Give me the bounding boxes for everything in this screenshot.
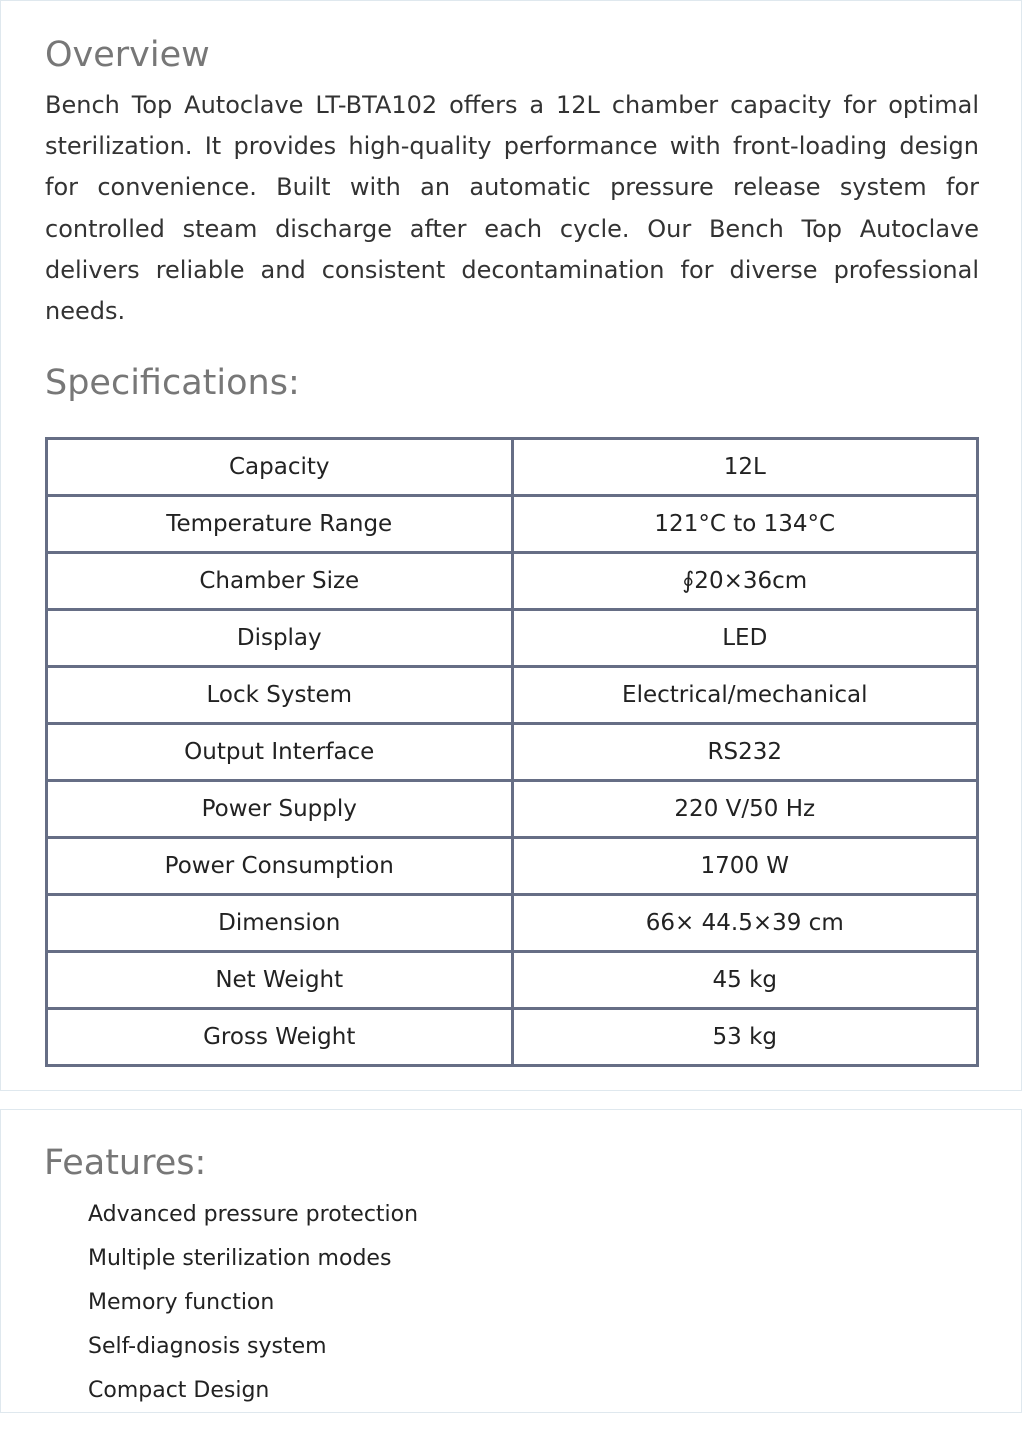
spec-label: Temperature Range: [47, 496, 513, 553]
spec-label: Display: [47, 610, 513, 667]
features-list: [88, 1193, 418, 1413]
spec-label: Output Interface: [47, 724, 513, 781]
spec-label: Capacity: [47, 439, 513, 496]
specifications-heading: Specifications:: [45, 363, 300, 403]
spec-value: ∮20×36cm: [512, 553, 978, 610]
list-item: Multiple sterilization modes: [88, 1246, 392, 1271]
spec-value: LED: [512, 610, 978, 667]
spec-label: Gross Weight: [47, 1009, 513, 1066]
spec-value: 53 kg: [512, 1009, 978, 1066]
spec-value: 45 kg: [512, 952, 978, 1009]
table-row: [47, 439, 978, 496]
table-row: [47, 952, 978, 1009]
spec-label: Dimension: [47, 895, 513, 952]
spec-value: Electrical/mechanical: [512, 667, 978, 724]
spec-label: Power Consumption: [47, 838, 513, 895]
spec-label: Power Supply: [47, 781, 513, 838]
list-item: Compact Design: [88, 1378, 270, 1403]
table-row: [47, 553, 978, 610]
table-row: [47, 667, 978, 724]
overview-paragraph: Bench Top Autoclave LT-BTA102 offers a 12L chamber capacity for optimal sterilization. It provides high-quality performance with front-loading design for convenience. Built with an automatic pressure release system for controlled steam discharge after each cycle. Our Bench Top Autoclave delivers reliable and consistent decontamination for diverse professional needs.: [45, 91, 979, 326]
table-row: [47, 1009, 978, 1066]
table-row: [47, 781, 978, 838]
table-row: [47, 895, 978, 952]
spec-value: RS232: [512, 724, 978, 781]
overview-heading: Overview: [45, 35, 210, 75]
table-row: [47, 610, 978, 667]
spec-value: 12L: [512, 439, 978, 496]
specifications-table: [45, 437, 979, 1067]
features-heading: Features:: [44, 1143, 207, 1183]
spec-label: Chamber Size: [47, 553, 513, 610]
list-item: Self-diagnosis system: [88, 1334, 327, 1359]
spec-value: 220 V/50 Hz: [512, 781, 978, 838]
spec-value: 121°C to 134°C: [512, 496, 978, 553]
list-item: Memory function: [88, 1290, 275, 1315]
table-row: [47, 724, 978, 781]
spec-value: 1700 W: [512, 838, 978, 895]
spec-value: 66× 44.5×39 cm: [512, 895, 978, 952]
spec-label: Lock System: [47, 667, 513, 724]
table-row: [47, 838, 978, 895]
table-row: [47, 496, 978, 553]
spec-label: Net Weight: [47, 952, 513, 1009]
list-item: Advanced pressure protection: [88, 1202, 419, 1227]
